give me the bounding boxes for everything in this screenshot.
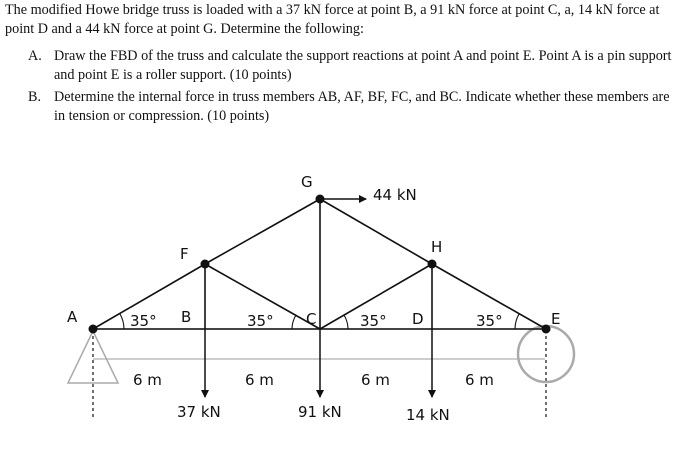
span-label-de: 6 m bbox=[465, 371, 494, 389]
truss-members bbox=[93, 199, 546, 329]
span-label-bc: 6 m bbox=[245, 371, 274, 389]
node-labels bbox=[67, 173, 560, 328]
node-label-h: H bbox=[431, 238, 443, 256]
span-label-ab: 6 m bbox=[133, 371, 162, 389]
node-label-g: G bbox=[301, 173, 313, 191]
member-gh bbox=[320, 199, 432, 264]
angle-arc-c-right bbox=[344, 315, 348, 329]
task-b-letter: B. bbox=[28, 89, 42, 105]
angle-label-c-right: 35° bbox=[360, 312, 387, 330]
load-label-c: 91 kN bbox=[298, 403, 342, 421]
node-label-c: C bbox=[306, 310, 317, 328]
span-label-cd: 6 m bbox=[361, 371, 390, 389]
node-label-b: B bbox=[181, 308, 192, 326]
angle-arc-c-left bbox=[292, 315, 296, 329]
member-fg bbox=[205, 199, 320, 264]
angle-label-a: 35° bbox=[130, 312, 157, 330]
node-label-e: E bbox=[551, 310, 561, 328]
task-a-text: Draw the FBD of the truss and calculate the support reactions at point A and point E. Point A is a pin support and point E is a roller support. (10 points) bbox=[54, 48, 672, 83]
load-label-g: 44 kN bbox=[373, 186, 417, 204]
angle-label-c-left: 35° bbox=[247, 312, 274, 330]
joint-a bbox=[89, 325, 98, 334]
span-labels bbox=[133, 371, 494, 389]
load-label-b: 37 kN bbox=[177, 403, 221, 421]
node-label-a: A bbox=[67, 308, 78, 326]
angle-label-e: 35° bbox=[476, 312, 503, 330]
problem-intro: The modified Howe bridge truss is loaded with a 37 kN force at point B, a 91 kN force at point C, a, 14 kN force at point D and a 44 kN force at point G. Determine the following: bbox=[5, 2, 660, 37]
task-a-letter: A. bbox=[28, 48, 42, 64]
load-arrows bbox=[205, 199, 432, 397]
load-label-d: 14 kN bbox=[406, 406, 450, 424]
angle-arc-a bbox=[120, 314, 124, 329]
joint-f bbox=[201, 260, 210, 269]
joint-h bbox=[428, 260, 437, 269]
node-label-d: D bbox=[412, 310, 424, 328]
load-labels bbox=[177, 186, 450, 424]
joint-e bbox=[542, 325, 551, 334]
node-label-f: F bbox=[180, 245, 189, 263]
joint-g bbox=[316, 195, 325, 204]
angle-arc-e bbox=[515, 314, 519, 329]
task-b-text: Determine the internal force in truss members AB, AF, BF, FC, and BC. Indicate whether these members are in tension or compression. (10 points) bbox=[54, 89, 670, 124]
